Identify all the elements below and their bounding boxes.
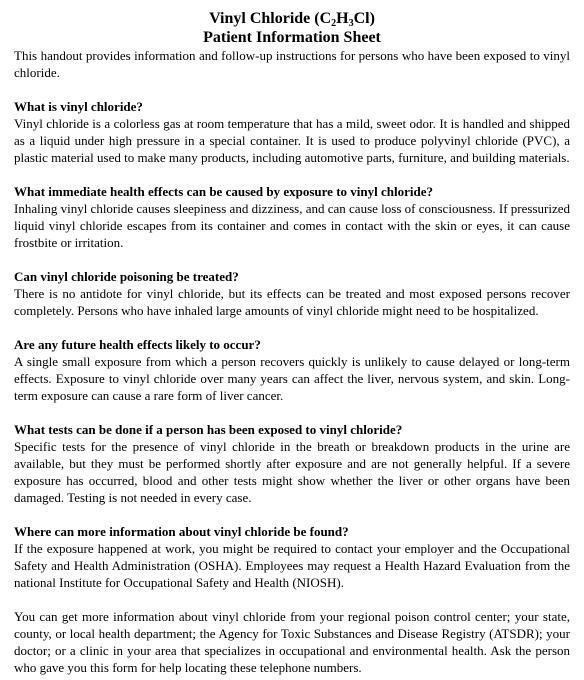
section-heading: What immediate health effects can be caused by exposure to vinyl chloride? xyxy=(14,184,433,199)
closing-paragraph: You can get more information about vinyl chloride from your regional poison control center; your state, county, or local health department; the Agency for Toxic Substances and Disease Registry (ATSDR); your doctor; or a clinic in your area that specializes in occupational and environmental health. Ask the person who gave you this form for help locating these telephone numbers. xyxy=(14,609,570,675)
section-more-info xyxy=(14,523,570,591)
section-heading: What tests can be done if a person has been exposed to vinyl chloride? xyxy=(14,422,403,437)
section-body: A single small exposure from which a person recovers quickly is unlikely to cause delayed or long-term effects. Exposure to vinyl chloride over many years can affect the liver, nervous system, and skin. Long-term exposure can cause a rare form of liver cancer. xyxy=(14,354,570,403)
section-heading: Can vinyl chloride poisoning be treated? xyxy=(14,269,239,284)
section-heading: What is vinyl chloride? xyxy=(14,99,143,114)
section-body: There is no antidote for vinyl chloride, but its effects can be treated and most exposed persons recover completely. Persons who have inhaled large amounts of vinyl chloride might need to be hospitalized. xyxy=(14,286,570,318)
section-body: Inhaling vinyl chloride causes sleepiness and dizziness, and can cause loss of consciousness. If pressurized liquid vinyl chloride escapes from its container and comes in contact with the skin or eyes, it can cause frostbite or irritation. xyxy=(14,201,570,250)
section-heading: Are any future health effects likely to occur? xyxy=(14,337,261,352)
section-heading: Where can more information about vinyl chloride be found? xyxy=(14,524,349,539)
section-immediate-effects xyxy=(14,183,570,251)
section-what-is xyxy=(14,98,570,166)
section-body: If the exposure happened at work, you might be required to contact your employer and the Occupational Safety and Health Administration (OSHA). Employees may request a Health Hazard Evaluation from the national Institute for Occupational Safety and Health (NIOSH). xyxy=(14,541,570,590)
section-treatment xyxy=(14,268,570,319)
section-tests xyxy=(14,421,570,506)
title-line-2: Patient Information Sheet xyxy=(203,29,381,46)
section-future-effects xyxy=(14,336,570,404)
section-body: Vinyl chloride is a colorless gas at room temperature that has a mild, sweet odor. It is handled and shipped as a liquid under high pressure in a special container. It is used to produce polyvinyl chloride (PVC), a plastic material used to make many products, including automotive parts, furniture, and building materials. xyxy=(14,116,570,165)
document-title xyxy=(14,9,570,47)
title-line-1: Vinyl Chloride $(C_2H_3Cl)$ xyxy=(209,10,375,29)
intro-paragraph: This handout provides information and follow-up instructions for persons who have been exposed to vinyl chloride. xyxy=(14,48,570,80)
section-body: Specific tests for the presence of vinyl chloride in the breath or breakdown products in the urine are available, but they must be performed shortly after exposure and are not generally helpful. If a severe exposure has occurred, blood and other tests might show whether the liver or other organs have been damaged. Testing is not needed in every case. xyxy=(14,439,570,505)
